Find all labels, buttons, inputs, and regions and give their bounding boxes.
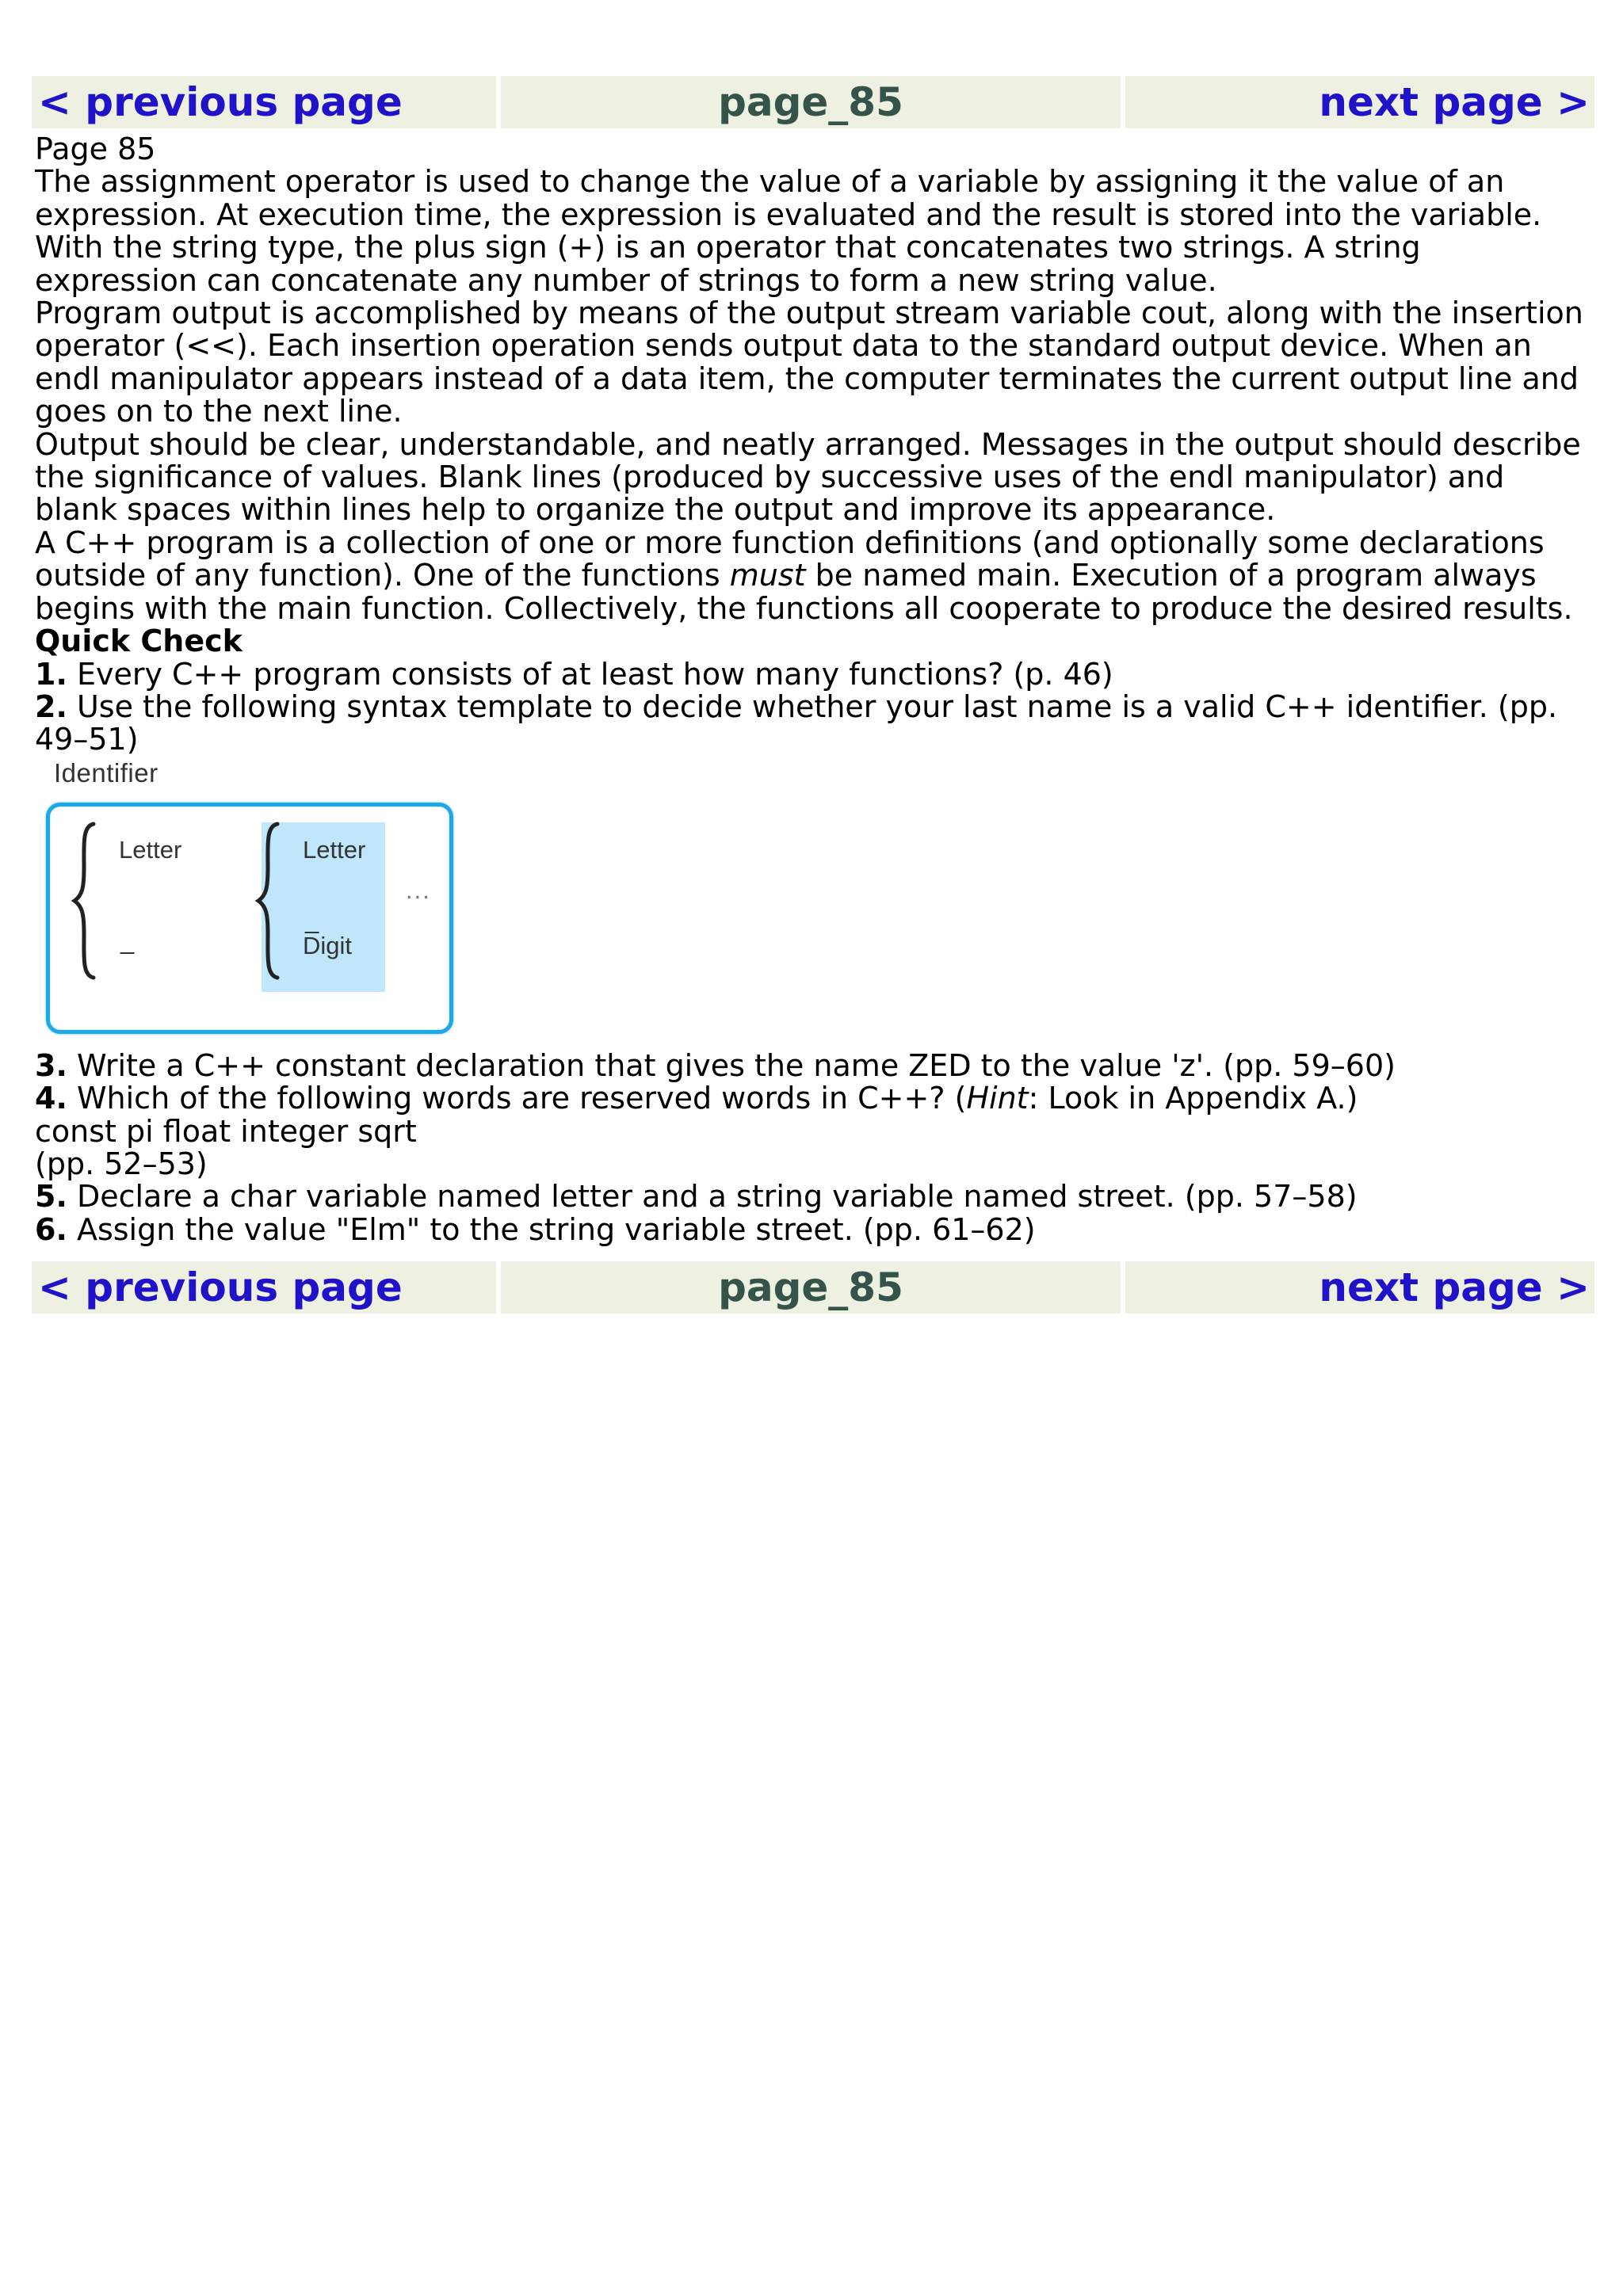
paragraph-output-format: Output should be clear, understandable, and neatly arranged. Messages in the output should describe the significance of values. Blank lines (produced by successive uses of the endl manipulator) and blank spaces within lines help to organize the output and improve its appearance. <box>35 426 1581 528</box>
right-option-underscore: _ <box>305 906 319 934</box>
identifier-syntax-figure <box>35 757 479 1050</box>
previous-page-link[interactable]: < previous page <box>32 76 496 128</box>
paragraph-program-structure <box>35 524 1588 626</box>
top-nav <box>32 76 1594 128</box>
next-page-link[interactable]: next page > <box>1125 76 1594 128</box>
question-4-number: 4. <box>35 1081 67 1116</box>
page-label: Page 85 <box>35 132 156 166</box>
paragraph-assignment: The assignment operator is used to change the value of a variable by assigning it the value of an expression. At execution time, the expression is evaluated and the result is stored into the variable. With the string type, the plus sign (+) is an operator that concatenates two strings. A string expression can concatenate any number of strings to form a new string value. <box>35 164 1542 298</box>
question-2-number: 2. <box>35 688 67 724</box>
question-1 <box>35 658 1588 691</box>
bottom-nav <box>32 1261 1594 1314</box>
question-3-number: 3. <box>35 1047 67 1083</box>
question-5 <box>35 1180 1588 1213</box>
question-5-number: 5. <box>35 1179 67 1215</box>
question-4 <box>35 1082 1588 1115</box>
question-4-words: const pi float integer sqrt <box>35 1113 417 1149</box>
right-option-digit: Digit <box>303 931 353 959</box>
left-option-underscore: _ <box>120 926 135 955</box>
question-6 <box>35 1211 1588 1247</box>
question-2-text: Use the following syntax template to decide whether your last name is a valid C++ identifier. (pp. 49–51) <box>35 688 1558 757</box>
repeat-ellipsis: ... <box>406 875 431 904</box>
question-4-after: : Look in Appendix A.) <box>1028 1081 1358 1116</box>
question-4-pages: (pp. 52–53) <box>35 1146 208 1181</box>
previous-page-link-bottom[interactable]: < previous page <box>32 1261 496 1314</box>
question-3 <box>35 1047 1588 1083</box>
question-3-text: Write a C++ constant declaration that gives the name ZED to the value 'z'. (pp. 59–60) <box>67 1047 1396 1083</box>
page-indicator: page_85 <box>501 76 1121 128</box>
question-1-number: 1. <box>35 656 67 692</box>
question-4-before: Which of the following words are reserved words in C++? ( <box>67 1081 967 1116</box>
question-4-hint: Hint <box>966 1081 1029 1116</box>
para4-emphasis: must <box>729 558 806 593</box>
question-6-number: 6. <box>35 1211 67 1247</box>
question-1-text: Every C++ program consists of at least how many functions? (p. 46) <box>67 656 1113 692</box>
next-page-link-bottom[interactable]: next page > <box>1125 1261 1594 1314</box>
page-content <box>35 133 1588 1246</box>
question-6-text: Assign the value "Elm" to the string variable street. (pp. 61–62) <box>67 1211 1036 1247</box>
para4-before: A C++ program is a collection of one or more function definitions (and optionally some declarations outside of any function). One of the functions <box>35 524 1545 593</box>
quick-check-title: Quick Check <box>35 624 242 659</box>
question-2 <box>35 688 1588 757</box>
page-indicator-bottom: page_85 <box>501 1261 1121 1314</box>
figure-title: Identifier <box>54 757 158 788</box>
right-option-letter: Letter <box>303 835 366 864</box>
left-option-letter: Letter <box>119 835 182 864</box>
paragraph-output-stream: Program output is accomplished by means of the output stream variable cout, along with the insertion operator (<<). Each insertion operation sends output data to the standard output device. When an endl manipulator appears instead of a data item, the computer terminates the current output line and goes on to the next line. <box>35 296 1583 429</box>
question-5-text: Declare a char variable named letter and a string variable named street. (pp. 57–58) <box>67 1179 1358 1215</box>
para4-after: be named main. Execution of a program always begins with the main function. Collectively, the functions all cooperate to produce the desired results. <box>35 558 1573 626</box>
